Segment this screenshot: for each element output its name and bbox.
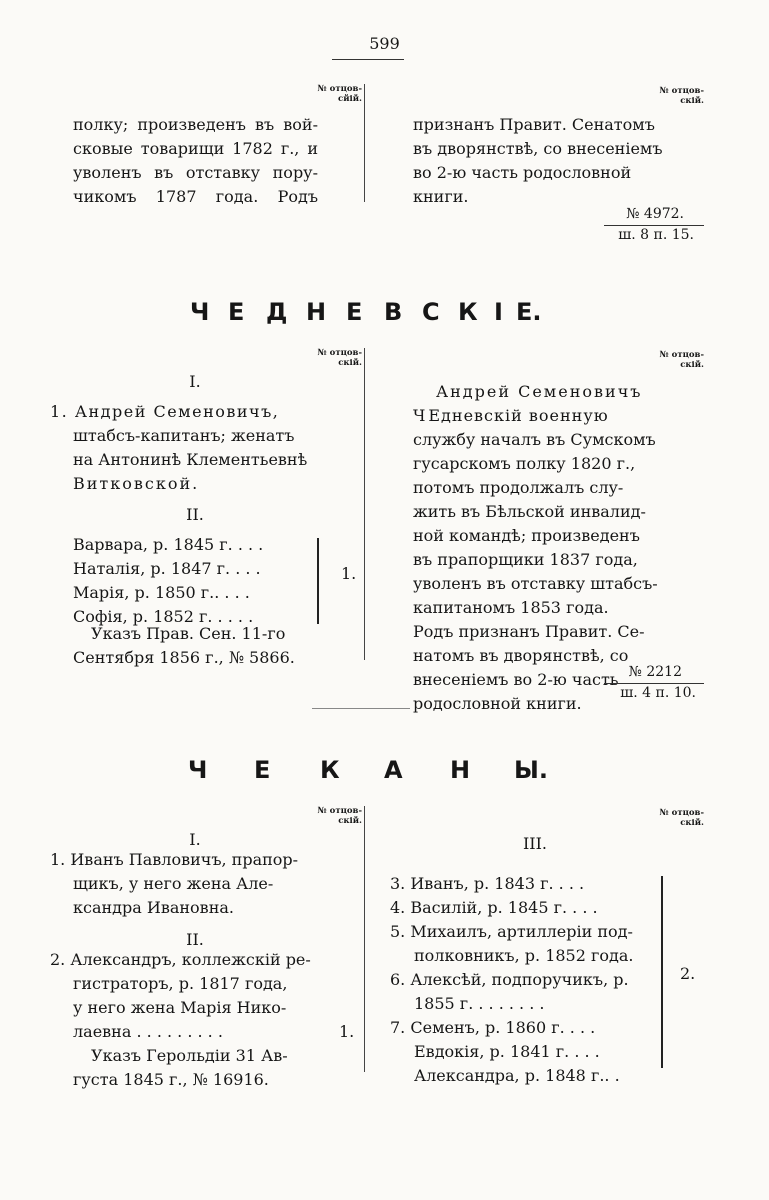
page-number-rule — [332, 59, 404, 60]
children-list — [390, 872, 660, 1088]
column-label-right: № отцов- скій. — [659, 808, 704, 828]
generation-heading: I. — [189, 830, 201, 849]
shelf-mark: ш. 4 п. 10. — [620, 685, 696, 701]
heading-letter: Д — [266, 298, 288, 326]
list-item: Евдокія, р. 1841 г. . . . — [414, 1042, 600, 1061]
list-item: 1855 г. . . . . . . . — [414, 994, 545, 1013]
heading-letter: К — [458, 298, 478, 326]
file-number: № 2212 — [628, 664, 682, 680]
column-label-left: № отцов- скій. — [317, 806, 362, 826]
column-label-right: № отцов- скій. — [659, 350, 704, 370]
heading-letter: Е — [228, 298, 245, 326]
section-divider — [312, 708, 410, 709]
page-number: 599 — [369, 34, 400, 53]
family-heading-chednevskie — [0, 298, 769, 328]
list-item: 3. Иванъ, р. 1843 г. . . . — [390, 874, 585, 893]
column-label-left: № отцов- скій. — [317, 348, 362, 368]
generation-heading: II. — [186, 505, 204, 524]
list-item: 5. Михаилъ, артиллеріи под- — [390, 922, 633, 941]
decree-note: Указъ Прав. Сен. 11-го Сентября 1856 г., № 5866. — [73, 624, 295, 667]
heading-letter: Н — [450, 756, 471, 784]
column-divider — [364, 84, 365, 202]
heading-letter: І — [494, 298, 503, 326]
top-left-text: полку; произведенъ въ вой- сковые товарищи 1782 г., и уволенъ въ отставку пору- чикомъ 1787 года. Родъ — [73, 115, 318, 206]
list-item: Марія, р. 1850 г.. . . . — [73, 583, 250, 602]
column-divider — [364, 348, 365, 660]
entry-andrey: 1. Андрей Семеновичъ, штабсъ-капитанъ; женатъ на Антонинѣ Клементьевнѣ Витковской. — [50, 402, 308, 493]
decree-note: Указъ Герольдіи 31 Ав- густа 1845 г., № 16916. — [73, 1046, 288, 1089]
list-item: полковникъ, р. 1852 года. — [414, 946, 634, 965]
heading-letter: С — [422, 298, 440, 326]
heading-letter: Е — [346, 298, 363, 326]
file-number: № 4972. — [626, 206, 684, 222]
generation-heading: III. — [522, 834, 548, 853]
entry-ref: 1. — [339, 1022, 355, 1041]
list-item: 7. Семенъ, р. 1860 г. . . . — [390, 1018, 596, 1037]
heading-letter: Ы. — [514, 756, 548, 784]
top-right-text: признанъ Правит. Сенатомъ въ дворянствѣ, со внесеніемъ во 2-ю часть родословной книги. — [413, 115, 663, 206]
entry-aleksandr: 2. Александръ, коллежскій ре- гистраторъ, р. 1817 года, у него жена Марія Нико- лаевна . . . . . . . . . — [50, 950, 311, 1041]
list-item: Наталія, р. 1847 г. . . . — [73, 559, 261, 578]
children-ref: 1. — [341, 564, 357, 583]
list-item: Варвара, р. 1845 г. . . . — [73, 535, 264, 554]
list-item: Софія, р. 1852 г. . . . . — [73, 607, 254, 626]
children-brace — [659, 876, 663, 1068]
heading-letter: Ч — [188, 756, 208, 784]
generation-heading: I. — [189, 372, 201, 391]
heading-letter: Ч — [190, 298, 210, 326]
heading-letter: А — [384, 756, 403, 784]
heading-letter: В — [384, 298, 403, 326]
list-item: 4. Василій, р. 1845 г. . . . — [390, 898, 598, 917]
entry-ivan: 1. Иванъ Павловичъ, прапор- щикъ, у него жена Але- ксандра Ивановна. — [50, 850, 299, 917]
generation-heading: II. — [186, 930, 204, 949]
children-ref: 2. — [680, 964, 696, 983]
file-rule — [604, 225, 704, 226]
shelf-mark: ш. 8 п. 15. — [618, 227, 694, 243]
heading-letter: Е — [254, 756, 271, 784]
column-label-right: № отцов- скій. — [659, 86, 704, 106]
family-heading-chekany — [0, 756, 769, 786]
heading-letter: Е. — [516, 298, 542, 326]
children-list — [73, 533, 318, 629]
children-brace — [315, 538, 319, 624]
list-item: Александра, р. 1848 г.. . — [414, 1066, 620, 1085]
bio-text: Андрей Семеновичъ ЧЕдневскій военную службу началъ въ Сумскомъ гусарскомъ полку 1820 г., потомъ продолжалъ слу- жить въ Бѣльской инвалид- ной командѣ; произведенъ въ прапорщики 1837 года, уволенъ въ отставку штабсъ- капитаномъ 1853 года. Родъ признанъ Правит. Се- натомъ въ дворянствѣ, со внесеніемъ во 2-ю часть родословной книги. — [413, 382, 658, 713]
list-item: 6. Алексѣй, подпоручикъ, р. — [390, 970, 629, 989]
column-label-left: № отцов- сйій. — [317, 84, 362, 104]
heading-letter: Н — [306, 298, 327, 326]
heading-letter: К — [320, 756, 340, 784]
column-divider — [364, 806, 365, 1072]
file-rule — [604, 683, 704, 684]
